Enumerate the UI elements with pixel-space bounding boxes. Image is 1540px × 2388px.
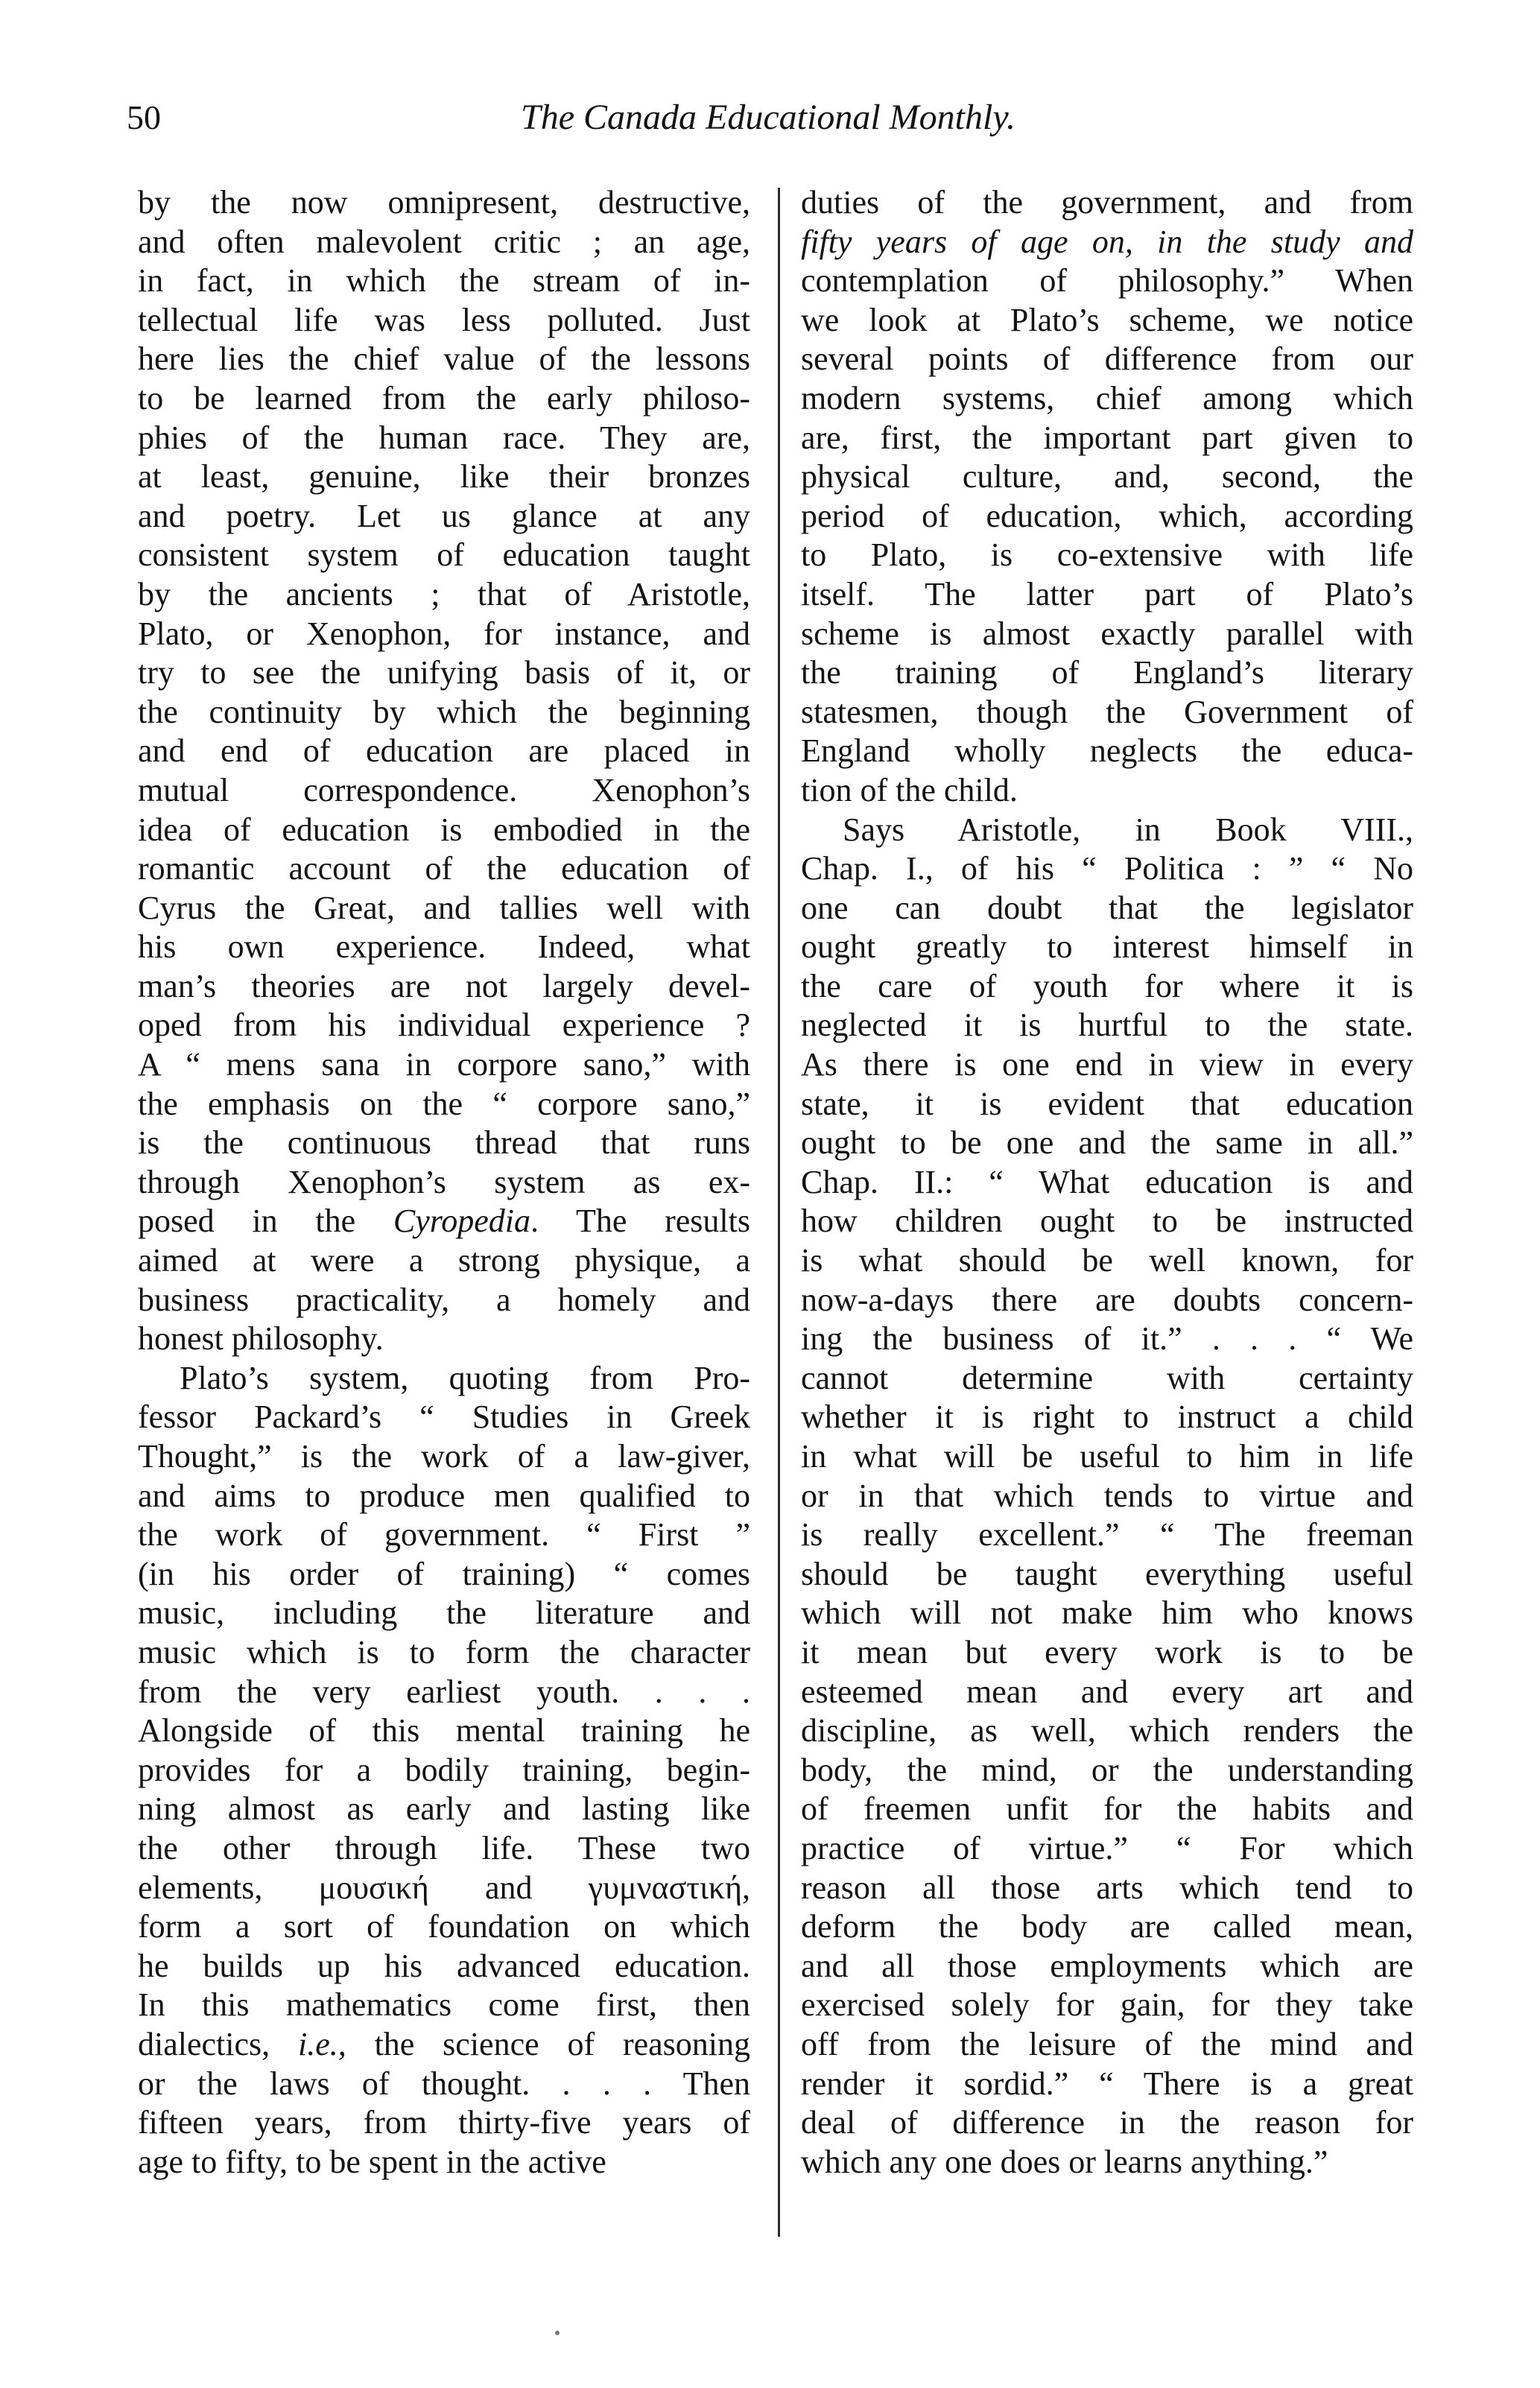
left-column-line: and aims to produce men qualified to (138, 1477, 750, 1514)
left-column-line: at least, genuine, like their bronzes (138, 458, 750, 495)
right-column-line: physical culture, and, second, the (801, 458, 1413, 495)
left-column-line: by the ancients ; that of Aristotle, (138, 575, 750, 612)
right-column-line: modern systems, chief among which (801, 379, 1413, 417)
left-column-line: and poetry. Let us glance at any (138, 497, 750, 534)
right-column-line: we look at Plato’s scheme, we notice (801, 301, 1413, 338)
right-column-line: ing the business of it.” . . . “ We (801, 1320, 1413, 1358)
right-column-line: Says Aristotle, in Book VIII., (843, 811, 1413, 848)
left-column-line: fifteen years, from thirty-five years of (138, 2104, 750, 2141)
right-column-line: Chap. I., of his “ Politica : ” “ No (801, 850, 1413, 887)
left-column-line: dialectics, i.e., the science of reasoning (138, 2025, 750, 2062)
journal-title: The Canada Educational Monthly. (521, 98, 1015, 137)
right-column-line: discipline, as well, which renders the (801, 1712, 1413, 1749)
right-column-line: several points of difference from our (801, 341, 1413, 378)
right-column-line: it mean but every work is to be (801, 1633, 1413, 1670)
right-column-line: in what will be useful to him in life (801, 1438, 1413, 1475)
right-column-line: period of education, which, according (801, 497, 1413, 534)
right-column-line: the care of youth for where it is (801, 967, 1413, 1004)
left-column-line: try to see the unifying basis of it, or (138, 654, 750, 691)
right-column-line: off from the leisure of the mind and (801, 2025, 1413, 2062)
right-column-line: ought greatly to interest himself in (801, 928, 1413, 966)
running-head (127, 88, 1410, 148)
right-column-line: and all those employments which are (801, 1947, 1413, 1984)
right-column-line: the training of England’s literary (801, 654, 1413, 691)
right-column-line: Chap. II.: “ What education is and (801, 1163, 1413, 1200)
left-column-line: the continuity by which the beginning (138, 693, 750, 730)
left-column-line: from the very earliest youth. . . . (138, 1673, 750, 1710)
left-column-line: romantic account of the education of (138, 850, 750, 887)
left-column-line: Cyrus the Great, and tallies well with (138, 889, 750, 926)
left-column-line: tellectual life was less polluted. Just (138, 301, 750, 338)
right-column-line: deal of difference in the reason for (801, 2104, 1413, 2141)
right-column-line: neglected it is hurtful to the state. (801, 1007, 1413, 1044)
left-column-line: idea of education is embodied in the (138, 811, 750, 848)
left-column-line: man’s theories are not largely devel- (138, 967, 750, 1004)
right-column-line: deform the body are called mean, (801, 1908, 1413, 1945)
left-column-line: A “ mens sana in corpore sano,” with (138, 1046, 750, 1083)
left-column-line: by the now omnipresent, destructive, (138, 184, 750, 221)
left-column-line: Plato, or Xenophon, for instance, and (138, 615, 750, 652)
left-column-line: consistent system of education taught (138, 536, 750, 574)
left-column-line: through Xenophon’s system as ex- (138, 1163, 750, 1200)
left-column-line: to be learned from the early philoso- (138, 379, 750, 417)
left-column-line: or the laws of thought. . . . Then (138, 2065, 750, 2102)
left-column-line: (in his order of training) “ comes (138, 1555, 750, 1592)
right-column-line: As there is one end in view in every (801, 1046, 1413, 1083)
right-column-line: one can doubt that the legislator (801, 889, 1413, 926)
right-column-line: fifty years of age on, in the study and (801, 223, 1413, 260)
right-column-line: render it sordid.” “ There is a great (801, 2065, 1413, 2102)
left-column-line: mutual correspondence. Xenophon’s (138, 771, 750, 808)
left-column-line: music which is to form the character (138, 1633, 750, 1670)
column-divider (778, 188, 780, 2237)
left-column-line: oped from his individual experience ? (138, 1007, 750, 1044)
left-column-line: here lies the chief value of the lessons (138, 341, 750, 378)
right-column-line: tion of the child. (801, 771, 1018, 808)
right-column-line: practice of virtue.” “ For which (801, 1829, 1413, 1866)
left-column-line: Thought,” is the work of a law-giver, (138, 1438, 750, 1475)
right-column-line: esteemed mean and every art and (801, 1673, 1413, 1710)
left-column-line: elements, μουσική and γυμναστική, (138, 1869, 750, 1906)
right-column-line: which any one does or learns anything.” (801, 2143, 1328, 2180)
right-column-line: of freemen unfit for the habits and (801, 1790, 1413, 1828)
left-column-line: the emphasis on the “ corpore sano,” (138, 1085, 750, 1122)
page-number: 50 (127, 98, 161, 136)
right-column-line: or in that which tends to virtue and (801, 1477, 1413, 1514)
left-column-line: In this mathematics come first, then (138, 1986, 750, 2024)
left-column-line: and often malevolent critic ; an age, (138, 223, 750, 260)
left-column-line: the work of government. “ First ” (138, 1516, 750, 1554)
right-column (801, 183, 1413, 2240)
left-column-line: in fact, in which the stream of in- (138, 262, 750, 300)
right-column-line: scheme is almost exactly parallel with (801, 615, 1413, 652)
right-column-line: should be taught everything useful (801, 1555, 1413, 1592)
left-column-line: phies of the human race. They are, (138, 419, 750, 456)
right-column-line: how children ought to be instructed (801, 1203, 1413, 1240)
left-column-line: music, including the literature and (138, 1594, 750, 1632)
right-column-line: is what should be well known, for (801, 1242, 1413, 1279)
right-column-line: duties of the government, and from (801, 184, 1413, 221)
right-column-line: are, first, the important part given to (801, 419, 1413, 456)
right-column-line: England wholly neglects the educa- (801, 732, 1413, 770)
right-column-line: reason all those arts which tend to (801, 1869, 1413, 1906)
print-speck (555, 2331, 560, 2335)
left-column-line: ning almost as early and lasting like (138, 1790, 750, 1828)
left-column-line: Plato’s system, quoting from Pro- (180, 1359, 750, 1396)
left-column-line: posed in the Cyropedia. The results (138, 1203, 750, 1240)
left-column-line: the other through life. These two (138, 1829, 750, 1866)
right-column-line: cannot determine with certainty (801, 1359, 1413, 1396)
right-column-line: whether it is right to instruct a child (801, 1399, 1413, 1436)
right-column-line: statesmen, though the Government of (801, 693, 1413, 730)
right-column-line: itself. The latter part of Plato’s (801, 575, 1413, 612)
right-column-line: is really excellent.” “ The freeman (801, 1516, 1413, 1554)
left-column-line: aimed at were a strong physique, a (138, 1242, 750, 1279)
right-column-line: exercised solely for gain, for they take (801, 1986, 1413, 2024)
right-column-line: body, the mind, or the understanding (801, 1751, 1413, 1788)
right-column-line: state, it is evident that education (801, 1085, 1413, 1122)
left-column-line: Alongside of this mental training he (138, 1712, 750, 1749)
right-column-line: now-a-days there are doubts concern- (801, 1281, 1413, 1318)
left-column (138, 183, 750, 2240)
left-column-line: provides for a bodily training, begin- (138, 1751, 750, 1788)
right-column-line: to Plato, is co-extensive with life (801, 536, 1413, 574)
left-column-line: business practicality, a homely and (138, 1281, 750, 1318)
left-column-line: age to fifty, to be spent in the active (138, 2143, 606, 2180)
right-column-line: contemplation of philosophy.” When (801, 262, 1413, 300)
left-column-line: fessor Packard’s “ Studies in Greek (138, 1399, 750, 1436)
right-column-line: which will not make him who knows (801, 1594, 1413, 1632)
left-column-line: honest philosophy. (138, 1320, 384, 1358)
left-column-line: form a sort of foundation on which (138, 1908, 750, 1945)
left-column-line: is the continuous thread that runs (138, 1124, 750, 1162)
right-column-line: ought to be one and the same in all.” (801, 1124, 1413, 1162)
left-column-line: his own experience. Indeed, what (138, 928, 750, 966)
left-column-line: he builds up his advanced education. (138, 1947, 750, 1984)
left-column-line: and end of education are placed in (138, 732, 750, 770)
